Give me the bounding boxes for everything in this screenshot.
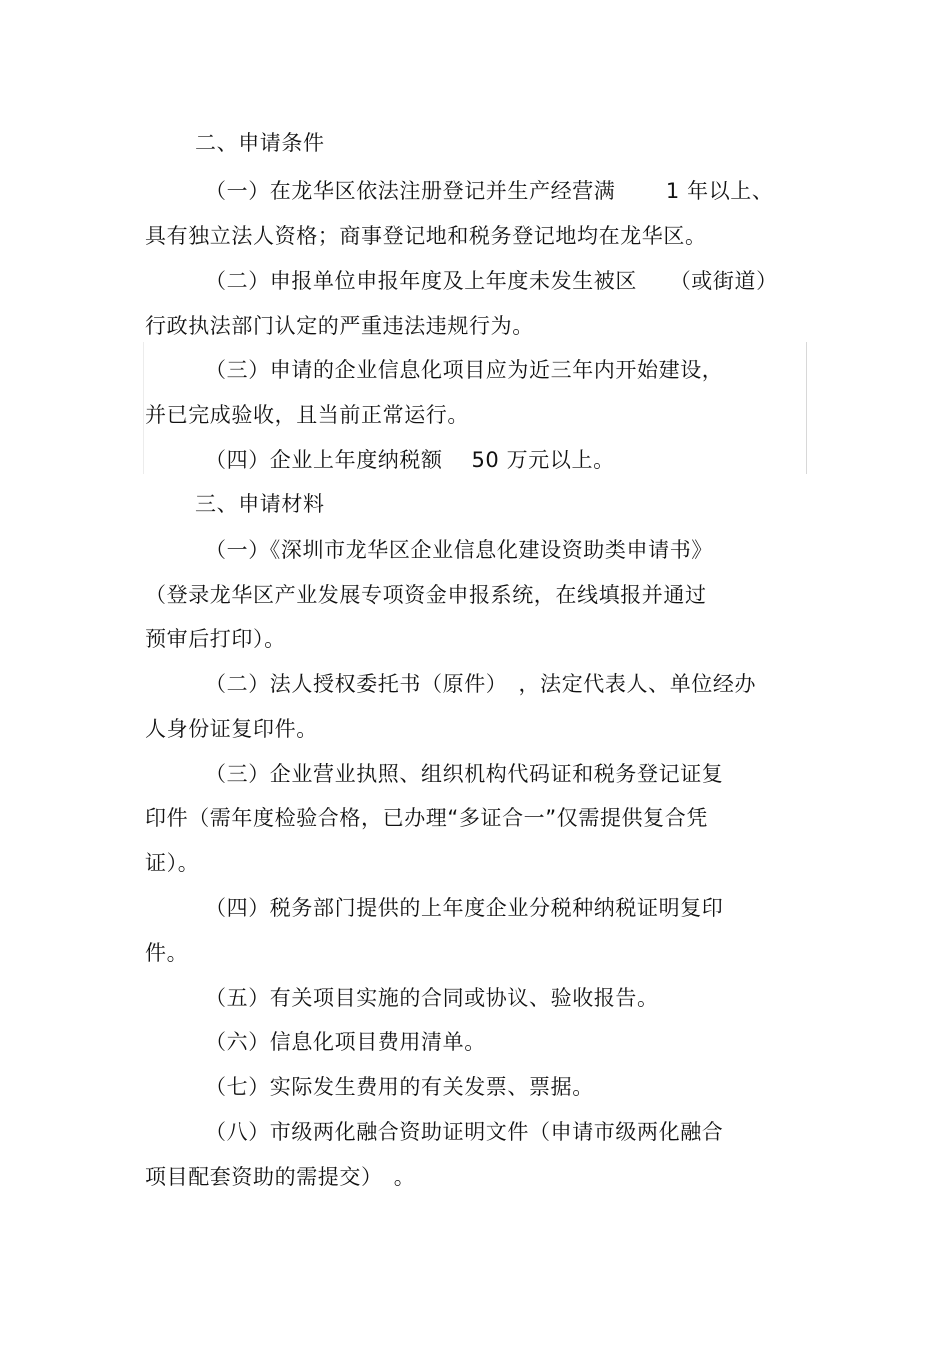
material-1-line-1: （一）《深圳市龙华区企业信息化建设资助类申请书》	[205, 538, 713, 562]
material-3-line-3: 证）。	[145, 851, 200, 875]
condition-3-line-2: 并已完成验收，且当前正常运行。	[145, 403, 469, 427]
condition-3-line-1: （三）申请的企业信息化项目应为近三年内开始建设，	[205, 358, 724, 382]
section-heading-conditions: 二、申请条件	[195, 131, 325, 155]
material-8-line-1: （八）市级两化融合资助证明文件（申请市级两化融合	[205, 1120, 724, 1144]
material-6-line-1: （六）信息化项目费用清单。	[205, 1030, 486, 1054]
material-2-line-1: （二）法人授权委托书（原件） ，法定代表人、单位经办	[205, 672, 757, 696]
condition-1-line-1: （一）在龙华区依法注册登记并生产经营满 1 年以上、	[205, 179, 774, 203]
material-2-line-2: 人身份证复印件。	[145, 717, 318, 741]
scan-edge-left	[143, 342, 144, 474]
material-1-line-2: （登录龙华区产业发展专项资金申报系统，在线填报并通过	[145, 583, 707, 607]
condition-2-line-2: 行政执法部门认定的严重违法违规行为。	[145, 314, 534, 338]
condition-4-line-1: （四）企业上年度纳税额 50 万元以上。	[205, 448, 615, 472]
condition-1-line-2: 具有独立法人资格；商事登记地和税务登记地均在龙华区。	[145, 224, 707, 248]
condition-2-line-1: （二）申报单位申报年度及上年度未发生被区 （或街道）	[205, 269, 778, 293]
material-3-line-1: （三）企业营业执照、组织机构代码证和税务登记证复	[205, 762, 724, 786]
section-heading-materials: 三、申请材料	[195, 492, 325, 516]
material-1-line-3: 预审后打印）。	[145, 627, 286, 651]
material-7-line-1: （七）实际发生费用的有关发票、票据。	[205, 1075, 594, 1099]
material-3-line-2: 印件（需年度检验合格，已办理“多证合一”仅需提供复合凭	[145, 806, 708, 830]
material-4-line-2: 件。	[145, 941, 189, 965]
scan-edge-right	[806, 342, 807, 474]
material-8-line-2: 项目配套资助的需提交） 。	[145, 1165, 416, 1189]
material-4-line-1: （四）税务部门提供的上年度企业分税种纳税证明复印	[205, 896, 724, 920]
material-5-line-1: （五）有关项目实施的合同或协议、验收报告。	[205, 986, 659, 1010]
